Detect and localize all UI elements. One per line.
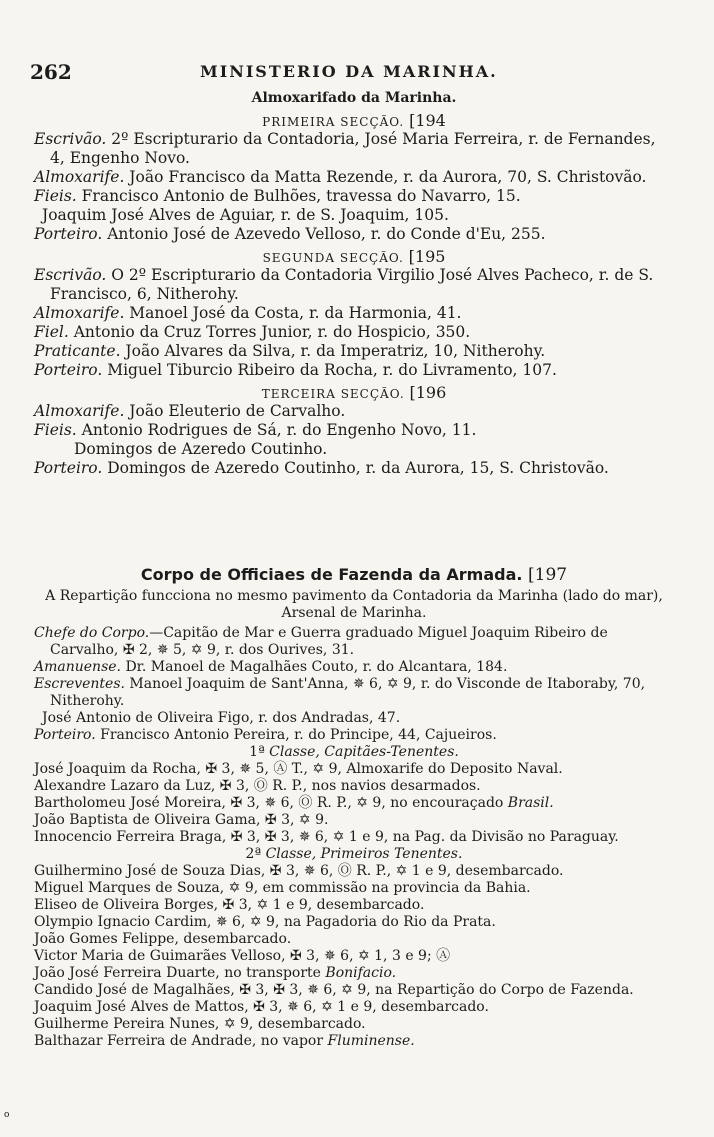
entry <box>34 304 674 323</box>
entry <box>34 323 674 342</box>
officer-row <box>34 948 674 965</box>
officer-row <box>34 914 674 931</box>
entry-text: —Capitão de Mar e Guerra graduado Miguel Joaquim Ribeiro de Carvalho, ✠ 2, ✵ 5, ✡ 9, r. dos Ourives, 31. <box>50 625 608 658</box>
page-number: 262 <box>30 60 72 84</box>
entry <box>34 130 674 168</box>
page-header <box>30 60 680 84</box>
almoxarifado-title: Almoxarifado da Marinha. <box>251 90 457 106</box>
entry-text: Antonio Rodrigues de Sá, r. do Engenho Novo, 11. <box>76 421 477 439</box>
entry-text: João Francisco da Matta Rezende, r. da Aurora, 70, S. Christovão. <box>124 168 647 186</box>
entry-role: Chefe do Corpo. <box>34 625 150 641</box>
officer-text: Victor Maria de Guimarães Velloso, ✠ 3, ✵ 6, ✡ 1, 3 e 9; Ⓐ <box>34 948 451 964</box>
officer-row <box>34 829 674 846</box>
officer-row <box>34 999 674 1016</box>
entry-role: Escreventes. <box>34 676 125 692</box>
entry <box>34 168 674 187</box>
corpo-intro: A Repartição funcciona no mesmo pavimento da Contadoria da Marinha (lado do mar), Arsenal de Marinha. <box>45 588 663 621</box>
entry <box>34 206 674 225</box>
section-number: [196 <box>409 383 447 402</box>
corpo-section <box>34 565 674 1050</box>
entry-text: João Eleuterio de Carvalho. <box>124 402 346 420</box>
officer-em: Fluminense. <box>327 1033 415 1049</box>
entry-role: Porteiro. <box>34 459 103 477</box>
class-prefix: 2ª <box>245 846 266 862</box>
officer-text: Candido José de Magalhães, ✠ 3, ✠ 3, ✵ 6, ✡ 9, na Repartição do Corpo de Fazenda. <box>34 982 634 998</box>
officer-text: José Joaquim da Rocha, ✠ 3, ✵ 5, Ⓐ T., ✡ 9, Almoxarife do Deposito Naval. <box>34 761 563 777</box>
entry-role: Fieis. <box>34 421 77 439</box>
entry <box>34 361 674 380</box>
officer-text: Alexandre Lazaro da Luz, ✠ 3, Ⓞ R. P., nos navios desarmados. <box>34 778 481 794</box>
entry-role: Porteiro. <box>34 361 103 379</box>
running-title: MINISTERIO DA MARINHA. <box>200 62 498 81</box>
officer-text: Innocencio Ferreira Braga, ✠ 3, ✠ 3, ✵ 6, ✡ 1 e 9, na Pag. da Divisão no Paraguay. <box>34 829 619 845</box>
entry-role: Fiel. <box>34 323 69 341</box>
entry-role: Praticante. <box>34 342 121 360</box>
entry <box>34 440 674 459</box>
entry-text: Manoel Joaquim de Sant'Anna, ✵ 6, ✡ 9, r. do Visconde de Itaboraby, 70, Nitherohy. <box>50 676 646 709</box>
section-title: TERCEIRA SECÇÃO. <box>261 387 405 401</box>
entry-role: Almoxarife. <box>34 168 125 186</box>
officer-row <box>34 761 674 778</box>
officer-row <box>34 965 674 982</box>
section-number: [194 <box>409 111 446 130</box>
officer-em: Brasil. <box>507 795 554 811</box>
entry-text: Miguel Tiburcio Ribeiro da Rocha, r. do Livramento, 107. <box>102 361 557 379</box>
officer-row <box>34 880 674 897</box>
entry-text: Antonio da Cruz Torres Junior, r. do Hospicio, 350. <box>68 323 471 341</box>
section-title: SEGUNDA SECÇÃO. <box>262 251 404 265</box>
entry-role: Escrivão. <box>34 130 107 148</box>
entry-text: Dr. Manoel de Magalhães Couto, r. do Alcantara, 184. <box>121 659 508 675</box>
entry-text: Domingos de Azeredo Coutinho. <box>74 440 328 458</box>
officer-row <box>34 812 674 829</box>
corpo-number: [197 <box>528 565 568 585</box>
officer-row <box>34 982 674 999</box>
entry <box>34 421 674 440</box>
officer-text: Guilherme Pereira Nunes, ✡ 9, desembarcado. <box>34 1016 366 1032</box>
officer-row <box>34 863 674 880</box>
entry-text: Manoel José da Costa, r. da Harmonia, 41. <box>124 304 462 322</box>
entry <box>34 342 674 361</box>
staff-entry <box>34 659 674 676</box>
section-heading <box>34 247 674 266</box>
corpo-heading <box>34 565 674 585</box>
class-heading <box>34 744 674 761</box>
entry-role: Almoxarife. <box>34 402 125 420</box>
officer-text: João Baptista de Oliveira Gama, ✠ 3, ✡ 9. <box>34 812 329 828</box>
entry <box>34 225 674 244</box>
officer-text: João José Ferreira Duarte, no transporte <box>34 965 326 981</box>
class-title: Classe, Capitães-Tenentes. <box>269 744 459 760</box>
entry-text: José Antonio de Oliveira Figo, r. dos Andradas, 47. <box>42 710 401 726</box>
staff-entry <box>34 710 674 727</box>
entry-role: Porteiro. <box>34 225 103 243</box>
officer-row <box>34 897 674 914</box>
officer-text: Eliseo de Oliveira Borges, ✠ 3, ✡ 1 e 9, desembarcado. <box>34 897 425 913</box>
officer-row <box>34 1016 674 1033</box>
entry-text: Francisco Antonio Pereira, r. do Principe, 44, Cajueiros. <box>95 727 497 743</box>
entry <box>34 266 674 304</box>
corpo-title: Corpo de Officiaes de Fazenda da Armada. <box>140 565 523 584</box>
officer-text: Olympio Ignacio Cardim, ✵ 6, ✡ 9, na Pagadoria do Rio da Prata. <box>34 914 496 930</box>
officer-text: Miguel Marques de Souza, ✡ 9, em commissão na provincia da Bahia. <box>34 880 531 896</box>
entry-text: O 2º Escripturario da Contadoria Virgilio José Alves Pacheco, r. de S. Francisco, 6, Nitherohy. <box>50 266 654 303</box>
officer-row <box>34 778 674 795</box>
officer-row <box>34 931 674 948</box>
entry-text: Francisco Antonio de Bulhões, travessa do Navarro, 15. <box>76 187 521 205</box>
entry-role: Fieis. <box>34 187 77 205</box>
entry <box>34 187 674 206</box>
section-heading <box>34 111 674 130</box>
class-prefix: 1ª <box>249 744 270 760</box>
officer-row <box>34 1033 674 1050</box>
entry-role: Almoxarife. <box>34 304 125 322</box>
staff-entry <box>34 625 674 659</box>
entry-text: Domingos de Azeredo Coutinho, r. da Aurora, 15, S. Christovão. <box>102 459 609 477</box>
almoxarifado-section <box>34 90 674 478</box>
entry-role: Porteiro. <box>34 727 96 743</box>
entry-text: Antonio José de Azevedo Velloso, r. do Conde d'Eu, 255. <box>102 225 546 243</box>
class-title: Classe, Primeiros Tenentes. <box>265 846 463 862</box>
entry-text: 2º Escripturario da Contadoria, José Maria Ferreira, r. de Fernandes, 4, Engenho Novo. <box>50 130 656 167</box>
officer-text: Guilhermino José de Souza Dias, ✠ 3, ✵ 6, Ⓞ R. P., ✡ 1 e 9, desembarcado. <box>34 863 564 879</box>
entry <box>34 459 674 478</box>
officer-text: João Gomes Felippe, desembarcado. <box>34 931 292 947</box>
entry-role: Escrivão. <box>34 266 107 284</box>
section-number: [195 <box>408 247 446 266</box>
officer-text: Bartholomeu José Moreira, ✠ 3, ✵ 6, Ⓞ R. P., ✡ 9, no encouraçado <box>34 795 508 811</box>
class-heading <box>34 846 674 863</box>
entry <box>34 402 674 421</box>
entry-role: Amanuense. <box>34 659 121 675</box>
officer-text: Balthazar Ferreira de Andrade, no vapor <box>34 1033 328 1049</box>
entry-text: João Alvares da Silva, r. da Imperatriz, 10, Nitherohy. <box>120 342 546 360</box>
section-heading <box>34 383 674 402</box>
officer-em: Bonifacio. <box>325 965 397 981</box>
staff-entry <box>34 727 674 744</box>
staff-entry <box>34 676 674 710</box>
section-title: PRIMEIRA SECÇÃO. <box>262 115 405 129</box>
margin-mark: o <box>4 1110 10 1120</box>
officer-row <box>34 795 674 812</box>
entry-text: Joaquim José Alves de Aguiar, r. de S. Joaquim, 105. <box>42 206 449 224</box>
officer-text: Joaquim José Alves de Mattos, ✠ 3, ✵ 6, ✡ 1 e 9, desembarcado. <box>34 999 489 1015</box>
